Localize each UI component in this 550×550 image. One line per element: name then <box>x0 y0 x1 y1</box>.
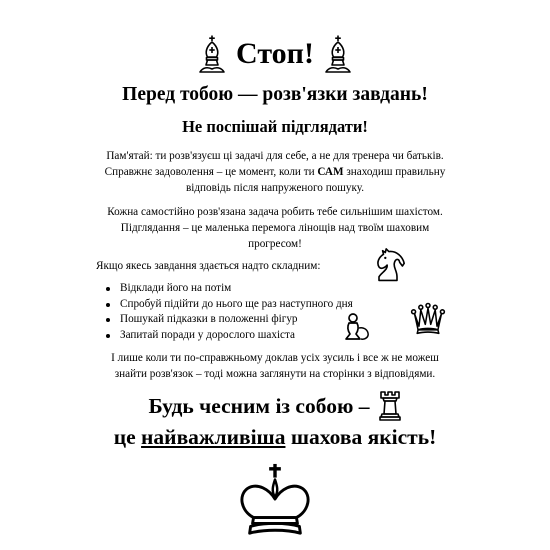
closing-text: шахова якість! <box>285 425 437 449</box>
list-item: Відклади його на потім <box>104 281 353 297</box>
closing-line-1: Будь чесним із собою – <box>148 393 370 418</box>
subtitle: Перед тобою — розв'язки завдань! <box>122 84 428 105</box>
paragraph-text: Пам'ятай: ти розв'язуєш ці задачі для себе, а не для тренера чи батьків. Справжнє задоволення – це момент, коли ти <box>104 150 444 178</box>
tips-list <box>104 281 353 343</box>
queen-icon <box>410 300 446 338</box>
paragraph-if-hard: Якщо якесь завдання здається надто складним: <box>96 260 321 272</box>
closing-row <box>0 390 550 422</box>
paragraph-remember <box>96 148 454 196</box>
subtitle-warning: Не поспішай підглядати! <box>182 117 368 136</box>
king-icon <box>236 461 314 541</box>
list-item: Запитай поради у дорослого шахіста <box>104 328 353 344</box>
list-item: Пошукай підказки в положенні фігур <box>104 312 353 328</box>
emphasis-text: САМ <box>317 166 344 178</box>
emphasis-text: найважливіша <box>141 425 286 449</box>
pawn-icon <box>341 310 373 342</box>
page-title: Стоп! <box>236 37 314 70</box>
closing-text: це <box>113 425 142 449</box>
closing-line-2 <box>0 425 550 450</box>
bishop-icon <box>324 34 352 74</box>
paragraph-text: знаходиш правильну відповідь після напруженого пошуку. <box>185 166 446 194</box>
paragraph-final: І лише коли ти по-справжньому доклав усіх зусиль і все ж не можеш знайти розв'язок – тоді можна заглянути на сторінки з відповідями. <box>111 352 439 380</box>
title-row <box>0 32 550 76</box>
rook-icon <box>378 390 402 422</box>
knight-icon <box>370 248 406 284</box>
paragraph-progress: Кожна самостійно розв'язана задача робить тебе сильнішим шахістом. Підглядання – це маленька перемога лінощів над твоїм шаховим прогресом! <box>107 206 443 250</box>
bishop-icon <box>198 34 226 74</box>
list-item: Спробуй підійти до нього ще раз наступного дня <box>104 297 353 313</box>
